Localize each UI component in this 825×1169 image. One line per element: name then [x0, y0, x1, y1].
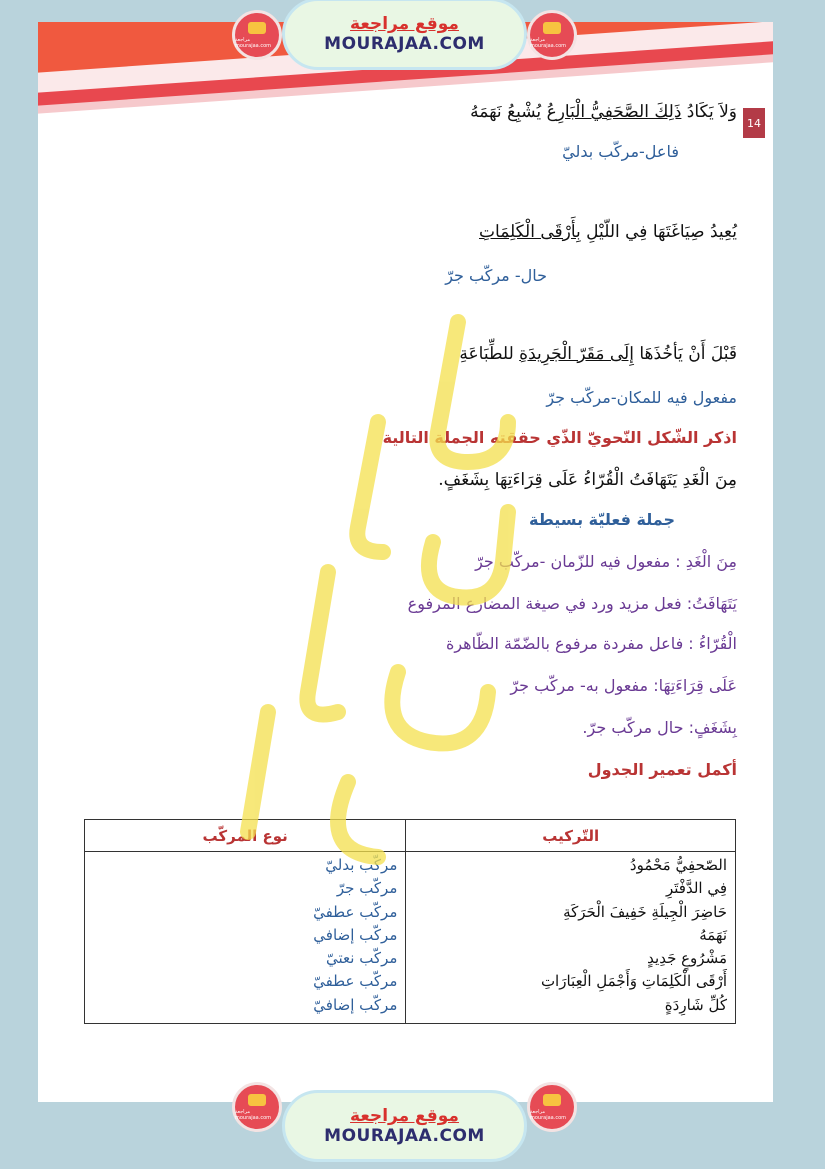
- structure-item: حَاضِرَ الْجِيلَةِ خَفِيفَ الْحَرَكَةِ: [563, 902, 727, 921]
- analysis-item: مِنَ الْغَدِ : مفعول فيه للزّمان -مركّب جرّ: [475, 552, 737, 571]
- analysis-item: بِشَغَفٍ: حال مركّب جرّ.: [582, 718, 737, 737]
- structure-item: نَهَمَهُ: [699, 925, 727, 944]
- question-3-title: أكمل تعمير الجدول: [587, 760, 737, 779]
- sentence-3: قَبْلَ أَنْ يَأخُذَهَا إِلَى مَقَرّ الْجَرِيدَةِ للطِّبَاعَةِ: [459, 344, 737, 364]
- type-item: مركّب نعتيّ: [325, 949, 398, 968]
- question-2-title: اذكر الشّكل النّحويّ الذّي حققته الجملة التالية: [382, 428, 737, 447]
- table-header-structure: التّركيب: [406, 820, 736, 852]
- type-item: مركّب عطفيّ: [313, 902, 398, 921]
- structure-item: مَشْرُوعٍ جَدِيدٍ: [647, 949, 727, 968]
- sentence-1: وَلاَ يَكَادُ ذَلِكَ الصَّحَفِيُّ الْبَارِعُ يُشْبِعُ نَهَمَهُ: [470, 102, 737, 122]
- table-row: [85, 852, 736, 1024]
- site-name-latin: MOURAJAA.COM: [324, 1126, 485, 1146]
- site-logo-icon[interactable]: مراجعة mourajaa.com: [527, 1082, 577, 1132]
- sentence-2: يُعِيدُ صِيَاغَتَهَا فِي اللّيْلِ بِأَرْقَى الْكَلِمَاتِ: [479, 222, 737, 242]
- site-name-arabic: موقع مراجعة: [350, 14, 459, 34]
- table-header-type: نوع المركّب: [85, 820, 406, 852]
- structure-item: أَرْقَى الْكَلِمَاتِ وَأَجْمَلِ الْعِبَارَاتِ: [540, 972, 727, 991]
- answer-1: فاعل-مركّب بدليّ: [562, 142, 679, 161]
- site-logo-icon[interactable]: مراجعة mourajaa.com: [232, 10, 282, 60]
- document-page: [38, 22, 773, 1102]
- question-2-sentence: مِنَ الْغَدِ يَتَهَافَتُ الْقُرّاءُ عَلَى قِرَاءَتِهَا بِشَغَفٍ.: [438, 470, 737, 490]
- structure-item: كُلِّ شَارِدَةٍ: [664, 995, 727, 1014]
- structures-cell: [406, 852, 736, 1024]
- answer-2: حال- مركّب جرّ: [445, 266, 547, 285]
- type-item: مركّب إضافيّ: [313, 995, 398, 1014]
- question-2-type: جملة فعليّة بسيطة: [528, 510, 675, 529]
- analysis-item: يَتَهَافَتُ: فعل مزيد ورد في صيغة المضارع المرفوع: [407, 594, 737, 613]
- site-name-latin: MOURAJAA.COM: [324, 34, 485, 54]
- answer-3: مفعول فيه للمكان-مركّب جرّ: [546, 388, 737, 407]
- analysis-item: عَلَى قِرَاءَتِهَا: مفعول به- مركّب جرّ: [510, 676, 737, 695]
- type-item: مركّب بدليّ: [325, 856, 398, 874]
- analysis-item: الْقُرّاءُ : فاعل مفردة مرفوع بالضّمّة الظّاهرة: [445, 634, 737, 653]
- structure-item: الصّحفِيُّ مَحْمُودُ: [629, 856, 727, 874]
- structure-item: فِي الدَّفْتَرِ: [665, 879, 727, 898]
- site-logo-icon[interactable]: مراجعة mourajaa.com: [232, 1082, 282, 1132]
- types-cell: [85, 852, 406, 1024]
- page-number: 14: [743, 108, 765, 138]
- site-logo-icon[interactable]: مراجعة mourajaa.com: [527, 10, 577, 60]
- site-badge-top[interactable]: [282, 0, 527, 70]
- site-badge-bottom[interactable]: [282, 1090, 527, 1162]
- type-item: مركّب إضافي: [313, 925, 398, 944]
- completion-table: [84, 819, 736, 1024]
- type-item: مركّب جرّ: [336, 879, 398, 898]
- type-item: مركّب عطفيّ: [313, 972, 398, 991]
- handwritten-watermark: [208, 312, 588, 872]
- site-name-arabic: موقع مراجعة: [350, 1106, 459, 1126]
